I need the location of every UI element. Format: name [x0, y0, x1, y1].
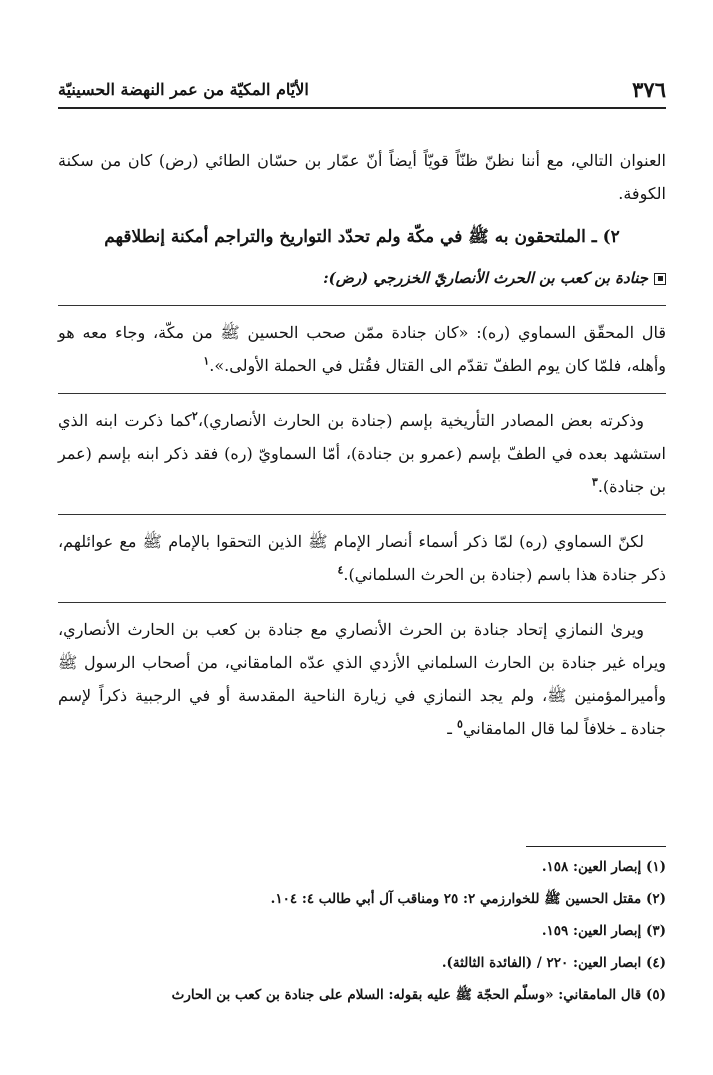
paragraph-divider	[58, 393, 666, 394]
header-divider	[58, 107, 666, 109]
paragraph-2: قال المحقّق السماوي (ره): «كان جنادة ممّن صحب الحسين ﷺ من مكّة، وجاء معه هو وأهله، فلمّا كان يوم الطفّ تقدّم الى القتال فقُتل في الحملة الأولى.».$^١$	[58, 323, 666, 375]
footnote-5: (٥) قال المامقاني: «وسلّم الحجّة ﷺ عليه بقوله: السلام على جنادة بن كعب بن الحارث	[171, 987, 666, 1003]
main-text	[58, 144, 666, 756]
footnote-ref-5[interactable]: ٥	[456, 717, 463, 731]
footnote-ref-3[interactable]: ٣	[591, 475, 598, 489]
section-heading: ٢) ـ الملتحقون به ﷺ في مكّة ولم تحدّد التواريخ والتراجم أمكنة إنطلاقهم	[104, 227, 620, 247]
section-divider	[58, 305, 666, 306]
paragraph-divider	[58, 602, 666, 603]
square-bullet-icon	[654, 273, 666, 285]
footnote-2: (٢) مقتل الحسين ﷺ للخوارزمي ٢: ٢٥ ومناقب آل أبي طالب ٤: ١٠٤.	[270, 891, 666, 907]
subsection-heading	[58, 262, 666, 295]
footnote-ref-2[interactable]: ٢	[191, 409, 198, 423]
footnote-ref-4[interactable]: ٤	[337, 563, 344, 577]
footnote-1: (١) إبصار العين: ١٥٨.	[541, 859, 666, 875]
footnote-ref-1[interactable]: ١	[203, 354, 210, 368]
subsection-heading-text: جنادة بن كعب بن الحرث الأنصاريّ الخزرجي (رض):	[323, 269, 648, 287]
page-number: ٣٧٦	[632, 76, 666, 102]
footnote-4: (٤) ابصار العين: ٢٢٠ / (الفائدة الثالثة).	[441, 955, 666, 971]
footnote-3: (٣) إبصار العين: ١٥٩.	[541, 923, 666, 939]
footnote-divider	[526, 846, 666, 847]
paragraph-1: العنوان التالي، مع أننا نظنّ ظنّاً قويّاً أيضاً أنّ عمّار بن حسّان الطائي (رض) كان من سكنة الكوفة.	[58, 151, 666, 203]
paragraph-divider	[58, 514, 666, 515]
paragraph-3: وذكرته بعض المصادر التأريخية بإسم (جنادة بن الحارث الأنصاري)،$^٢$كما ذكرت ابنه الذي استشهد بعده في الطفّ بإسم (عمرو بن جنادة)، أمّا السماويّ (ره) فقد ذكر ابنه بإسم (عمر بن جنادة).$^٣$	[58, 409, 666, 496]
footnotes	[58, 846, 666, 1017]
paragraph-4: لكنّ السماوي (ره) لمّا ذكر أسماء أنصار الإمام ﷺ الذين التحقوا بالإمام ﷺ مع عوائلهم، ذكر جنادة هذا باسم (جنادة بن الحرث السلماني).$^٤$	[58, 532, 666, 584]
running-title: الأيّام المكيّة من عمر النهضة الحسينيّة	[58, 79, 309, 99]
page-header	[58, 74, 666, 104]
paragraph-5: ويرىٰ النمازي إتحاد جنادة بن الحرث الأنصاري مع جنادة بن كعب بن الحارث الأنصاري، ويراه غير جنادة بن الحارث السلماني الأزدي الذي عدّه المامقاني، من أصحاب الرسول ﷺ وأميرالمؤمنين ﷺ، ولم يجد النمازي في زيارة الناحية المقدسة أو في الرجبية ذكراً لإسم جنادة ـ خلافاً لما قال المامقاني$^٥$ ـ	[58, 620, 666, 738]
